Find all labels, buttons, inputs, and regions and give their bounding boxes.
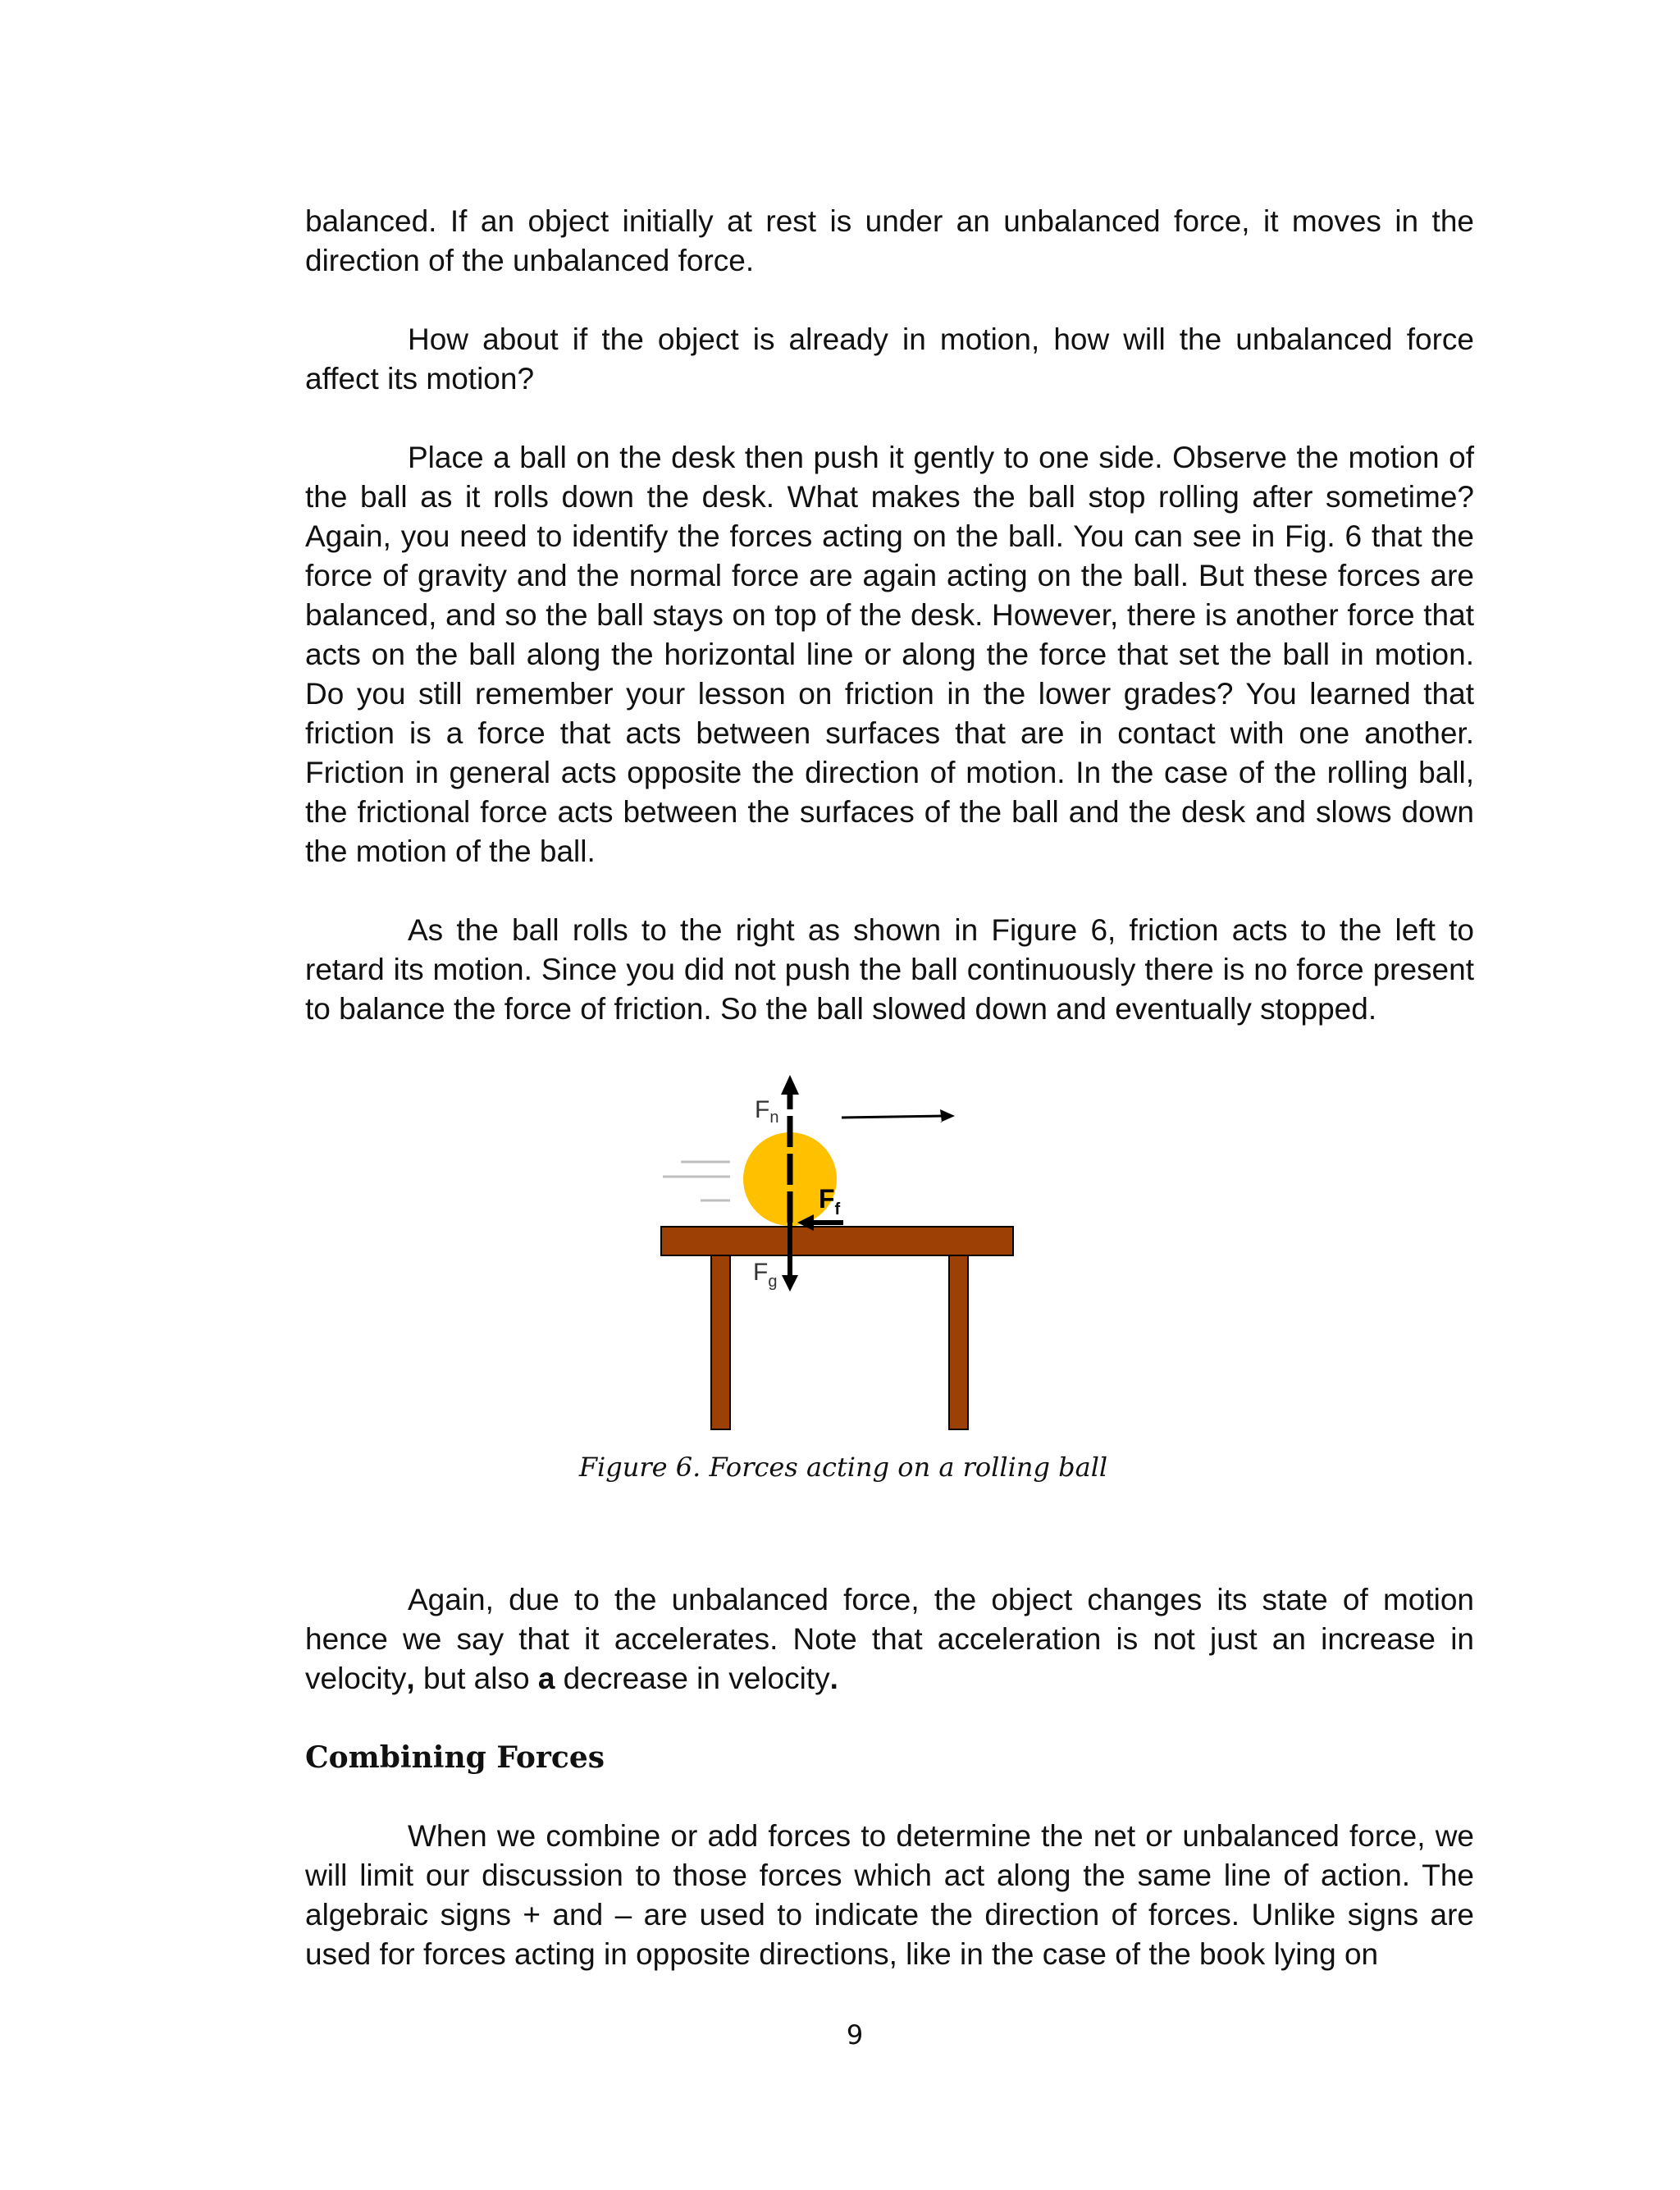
normal-force-label: $F_n$	[755, 1096, 779, 1127]
gravity-force-label: $F_g$	[753, 1259, 778, 1291]
paragraph-3: Place a ball on the desk then push it gently to one side. Observe the motion of the ball as it rolls down the desk. What makes the ball stop rolling after sometime? Again, you need to identify the forces acting on the ball. You can see in Fig. 6 that the force of gravity and the normal force are again acting on the ball. But these forces are balanced, and so the ball stays on top of the desk. However, there is another force that acts on the ball along the horizontal line or along the force that set the ball in motion. Do you still remember your lesson on friction in the lower grades? You learned that friction is a force that acts between surfaces that are in contact with one another. Friction in general acts opposite the direction of motion. In the case of the rolling ball, the frictional force acts between the surfaces of the ball and the desk and slows down the motion of the ball.	[305, 441, 1474, 868]
paragraph-5-text-1: Again, due to the unbalanced force, the object changes its state of motion hence we say that it accelerates. Note that acceleration is not just an increase in velocity	[305, 1583, 1474, 1695]
paragraph-4: As the ball rolls to the right as shown in Figure 6, friction acts to the left to retard its motion. Since you did not push the ball continuously there is no force present to balance the force of friction. So the ball slowed down and eventually stopped.	[305, 913, 1474, 1026]
paragraph-5-text-2: but also	[414, 1662, 538, 1695]
velocity-arrow	[842, 1116, 943, 1118]
figure-caption: Figure 6. Forces acting on a rolling ball	[578, 1452, 1108, 1483]
table-top	[661, 1227, 1013, 1255]
paragraph-5	[305, 1580, 1474, 1699]
paragraph-5-text-3: decrease in velocity	[555, 1662, 830, 1695]
table-leg-left	[711, 1255, 730, 1429]
paragraph-2: How about if the object is already in motion, how will the unbalanced force affect its motion?	[305, 322, 1474, 395]
paragraph-6: When we combine or add forces to determine the net or unbalanced force, we will limit our discussion to those forces which act along the same line of action. The algebraic signs + and – are used to indicate the direction of forces. Unlike signs are used for forces acting in opposite directions, like in the case of the book lying on	[305, 1819, 1474, 1971]
page-number: 9	[846, 2019, 864, 2051]
table-leg-right	[949, 1255, 968, 1429]
friction-force-label: $F_f$	[819, 1184, 841, 1218]
paragraph-1: balanced. If an object initially at rest is under an unbalanced force, it moves in the direction of the unbalanced force.	[305, 204, 1474, 277]
paragraph-5-bold-a: a	[537, 1662, 555, 1695]
paragraph-5-period: .	[829, 1662, 838, 1695]
paragraph-5-comma: ,	[406, 1662, 415, 1695]
section-heading: Combining Forces	[305, 1740, 605, 1775]
figure-rolling-ball	[640, 1075, 1034, 1444]
